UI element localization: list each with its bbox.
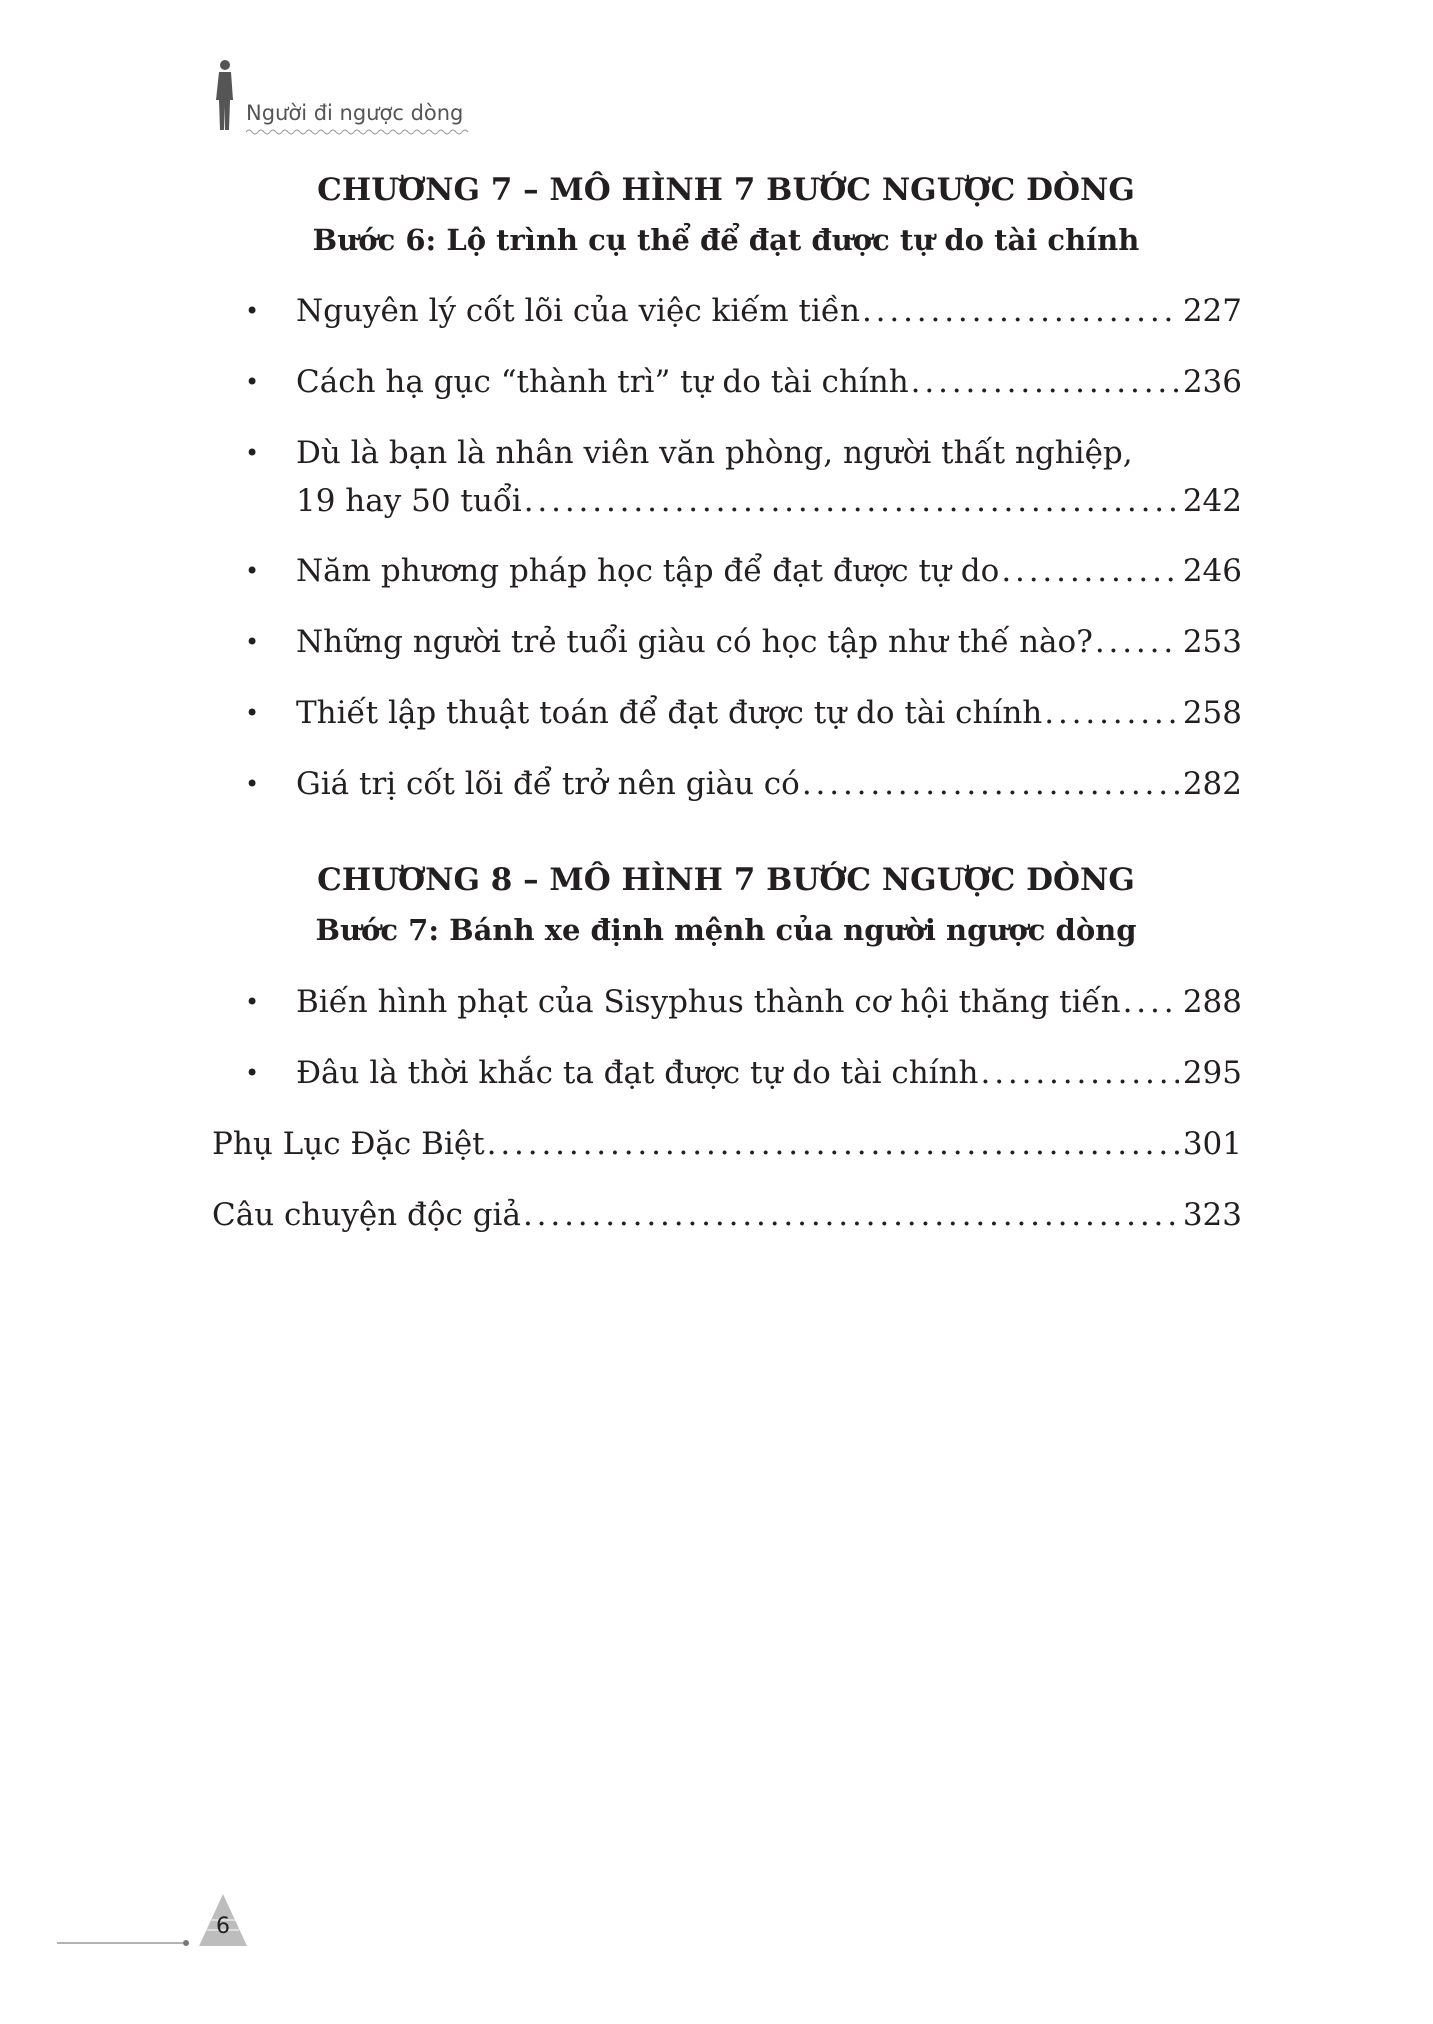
entry-title: 19 hay 50 tuổi — [296, 483, 522, 519]
running-header — [210, 56, 470, 136]
toc-entry[interactable] — [245, 689, 1242, 737]
dot-leader — [981, 1049, 1179, 1097]
entry-title: Giá trị cốt lõi để trở nên giàu có — [296, 766, 800, 802]
entry-title: Năm phương pháp học tập để đạt được tự do — [296, 553, 1000, 589]
toc-entry[interactable] — [245, 429, 1242, 525]
entry-title: Phụ Lục Đặc Biệt — [212, 1126, 485, 1162]
entry-title: Nguyên lý cốt lõi của việc kiếm tiền — [296, 293, 860, 329]
page-footer — [55, 1888, 255, 1948]
toc-entry[interactable] — [245, 547, 1242, 595]
page-number: 301 — [1182, 1126, 1242, 1162]
page-number: 242 — [1182, 483, 1242, 519]
bullet: • — [245, 557, 260, 585]
decorative-wave-line — [246, 128, 471, 136]
dot-leader — [802, 760, 1179, 808]
chapter-subtitle: Bước 7: Bánh xe định mệnh của người ngược dòng — [315, 913, 1137, 947]
page-number: 323 — [1182, 1197, 1242, 1233]
bullet: • — [245, 368, 260, 396]
toc-entry[interactable] — [245, 760, 1242, 808]
entry-title: Câu chuyện độc giả — [212, 1197, 521, 1233]
entry-title-line: Dù là bạn là nhân viên văn phòng, người thất nghiệp, — [296, 435, 1133, 471]
bullet: • — [245, 1059, 260, 1087]
entry-title: Những người trẻ tuổi giàu có học tập như thế nào? — [296, 624, 1093, 660]
chapter-heading — [210, 855, 1242, 955]
toc-entry[interactable] — [245, 618, 1242, 666]
dot-leader — [523, 1191, 1179, 1239]
dot-leader — [862, 287, 1179, 335]
book-title: Người đi ngược dòng — [246, 101, 464, 125]
dot-leader — [487, 1120, 1179, 1168]
chapter-subtitle: Bước 6: Lộ trình cụ thể để đạt được tự do tài chính — [312, 223, 1140, 257]
chapter-title: CHƯƠNG 7 – MÔ HÌNH 7 BƯỚC NGƯỢC DÒNG — [317, 172, 1135, 208]
page-number: 253 — [1182, 624, 1242, 660]
page-number: 236 — [1182, 364, 1242, 400]
page-number: 258 — [1182, 695, 1242, 731]
dot-leader — [911, 358, 1179, 406]
entry-title: Biến hình phạt của Sisyphus thành cơ hội thăng tiến — [296, 984, 1121, 1020]
page-number: 295 — [1182, 1055, 1242, 1091]
page-number: 288 — [1182, 984, 1242, 1020]
entry-title: Cách hạ gục “thành trì” tự do tài chính — [296, 364, 909, 400]
dot-leader — [1095, 618, 1179, 666]
bullet: • — [245, 628, 260, 656]
toc-entry[interactable] — [245, 978, 1242, 1026]
dot-leader — [524, 477, 1179, 525]
toc-entry-appendix[interactable] — [212, 1120, 1242, 1168]
page-number: 227 — [1182, 293, 1242, 329]
dot-leader — [1001, 547, 1179, 595]
bullet: • — [245, 988, 260, 1016]
chapter-title: CHƯƠNG 8 – MÔ HÌNH 7 BƯỚC NGƯỢC DÒNG — [317, 862, 1135, 898]
dot-leader — [1044, 689, 1179, 737]
dot-leader — [1123, 978, 1179, 1026]
bullet: • — [245, 770, 260, 798]
bullet: • — [245, 439, 260, 467]
page-number: 6 — [216, 1914, 230, 1939]
page-number: 246 — [1182, 553, 1242, 589]
chapter-heading — [210, 165, 1242, 265]
bullet: • — [245, 297, 260, 325]
toc-entry[interactable] — [245, 287, 1242, 335]
bullet: • — [245, 699, 260, 727]
entry-title: Đâu là thời khắc ta đạt được tự do tài chính — [296, 1055, 979, 1091]
page-number: 282 — [1182, 766, 1242, 802]
toc-entry[interactable] — [245, 1049, 1242, 1097]
person-silhouette-icon — [214, 58, 236, 132]
toc-entry[interactable] — [245, 358, 1242, 406]
entry-title: Thiết lập thuật toán để đạt được tự do tài chính — [296, 695, 1043, 731]
toc-entry-reader-stories[interactable] — [212, 1191, 1242, 1239]
